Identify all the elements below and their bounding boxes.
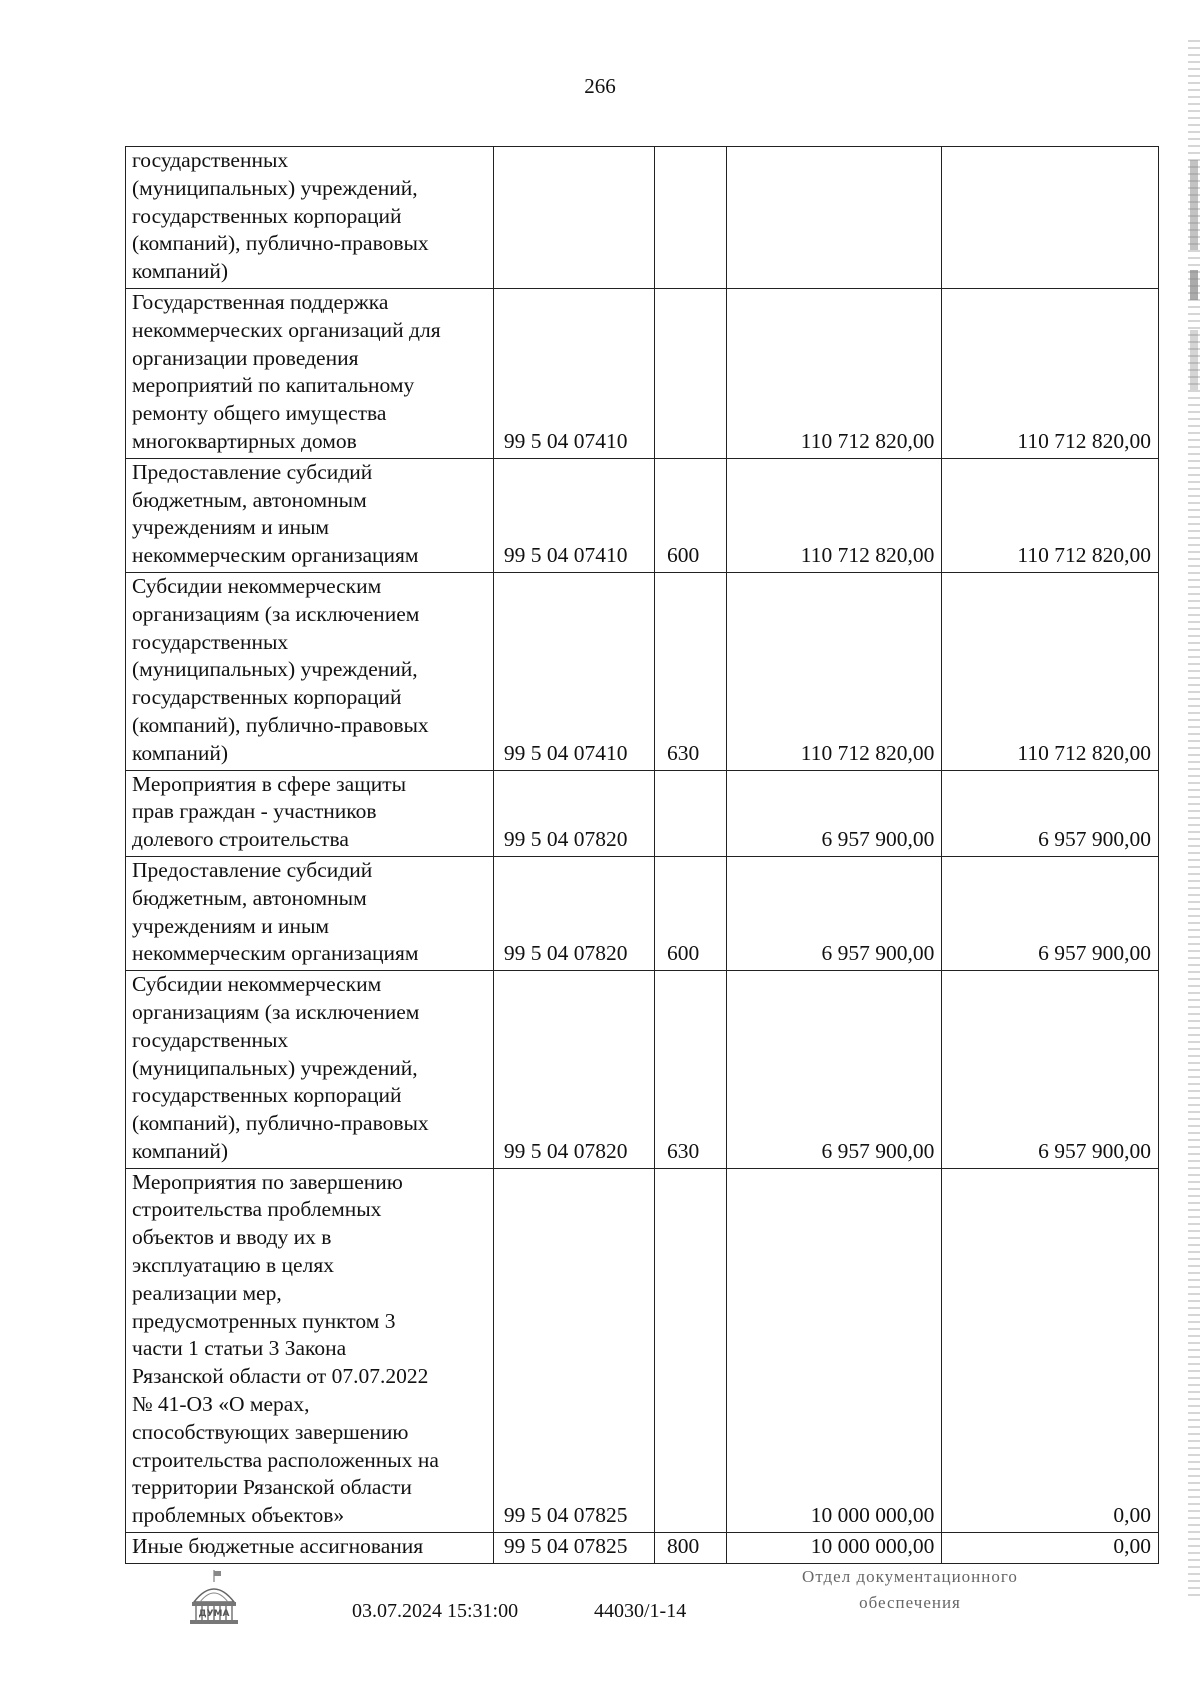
expense-type-code: 600	[655, 856, 727, 970]
amount-year-2	[942, 147, 1159, 289]
scan-edge-block	[1190, 330, 1198, 390]
amount-year-2: 0,00	[942, 1168, 1159, 1532]
expense-type-code	[655, 770, 727, 856]
duma-building-logo-icon	[186, 1568, 242, 1632]
expense-type-code: 800	[655, 1533, 727, 1564]
budget-table	[125, 146, 1159, 1564]
page-number: 266	[584, 74, 616, 98]
target-article-code: 99 5 04 07820	[493, 770, 654, 856]
budget-item-name: Предоставление субсидий бюджетным, автономным учреждениям и иным некоммерческим организациям	[126, 856, 494, 970]
amount-year-2: 6 957 900,00	[942, 971, 1159, 1169]
amount-year-1: 10 000 000,00	[726, 1533, 942, 1564]
target-article-code: 99 5 04 07410	[493, 458, 654, 572]
expense-type-code	[655, 147, 727, 289]
expense-type-code: 630	[655, 971, 727, 1169]
scan-edge-block	[1190, 160, 1198, 250]
budget-item-name: Субсидии некоммерческим организациям (за исключением государственных (муниципальных) учреждений, государственных корпораций (компаний), публично-правовых компаний)	[126, 572, 494, 770]
amount-year-1: 6 957 900,00	[726, 856, 942, 970]
target-article-code: 99 5 04 07410	[493, 288, 654, 458]
footer-date: 03.07.2024 15:31:00	[352, 1600, 519, 1622]
amount-year-2: 110 712 820,00	[942, 572, 1159, 770]
budget-item-name: государственных (муниципальных) учреждений, государственных корпораций (компаний), публично-правовых компаний)	[126, 147, 494, 289]
table-row	[126, 147, 1159, 289]
table-row	[126, 458, 1159, 572]
budget-item-name: Иные бюджетные ассигнования	[126, 1533, 494, 1564]
amount-year-2: 6 957 900,00	[942, 770, 1159, 856]
amount-year-1: 6 957 900,00	[726, 770, 942, 856]
budget-item-name: Государственная поддержка некоммерческих организаций для организации проведения мероприятий по капитальному ремонту общего имущества многоквартирных домов	[126, 288, 494, 458]
budget-item-name: Предоставление субсидий бюджетным, автономным учреждениям и иным некоммерческим организациям	[126, 458, 494, 572]
stamp-line-1: Отдел документационного	[802, 1567, 1018, 1586]
budget-item-name: Мероприятия по завершению строительства проблемных объектов и вводу их в эксплуатацию в целях реализации мер, предусмотренных пунктом 3 части 1 статьи 3 Закона Рязанской области от 07.07.2022 № 41-ОЗ «О мерах, способствующих завершению строительства расположенных на территории Рязанской области проблемных объектов»	[126, 1168, 494, 1532]
footer-doc-number: 44030/1-14	[594, 1600, 687, 1622]
amount-year-1: 110 712 820,00	[726, 572, 942, 770]
scan-edge-block	[1190, 270, 1198, 300]
expense-type-code: 630	[655, 572, 727, 770]
stamp-line-2: обеспечения	[859, 1593, 961, 1612]
target-article-code: 99 5 04 07820	[493, 856, 654, 970]
expense-type-code	[655, 288, 727, 458]
amount-year-1	[726, 147, 942, 289]
target-article-code: 99 5 04 07410	[493, 572, 654, 770]
expense-type-code	[655, 1168, 727, 1532]
table-row	[126, 572, 1159, 770]
target-article-code	[493, 147, 654, 289]
department-stamp	[760, 1564, 1060, 1616]
amount-year-2: 110 712 820,00	[942, 288, 1159, 458]
table-row	[126, 1533, 1159, 1564]
amount-year-1: 110 712 820,00	[726, 458, 942, 572]
amount-year-1: 6 957 900,00	[726, 971, 942, 1169]
amount-year-1: 10 000 000,00	[726, 1168, 942, 1532]
budget-item-name: Мероприятия в сфере защиты прав граждан - участников долевого строительства	[126, 770, 494, 856]
expense-type-code: 600	[655, 458, 727, 572]
budget-item-name: Субсидии некоммерческим организациям (за исключением государственных (муниципальных) учреждений, государственных корпораций (компаний), публично-правовых компаний)	[126, 971, 494, 1169]
svg-text:ДУМА: ДУМА	[198, 1609, 230, 1619]
table-row	[126, 288, 1159, 458]
amount-year-1: 110 712 820,00	[726, 288, 942, 458]
table-row	[126, 770, 1159, 856]
table-row	[126, 971, 1159, 1169]
target-article-code: 99 5 04 07825	[493, 1533, 654, 1564]
table-row	[126, 856, 1159, 970]
target-article-code: 99 5 04 07820	[493, 971, 654, 1169]
amount-year-2: 6 957 900,00	[942, 856, 1159, 970]
target-article-code: 99 5 04 07825	[493, 1168, 654, 1532]
amount-year-2: 0,00	[942, 1533, 1159, 1564]
table-row	[126, 1168, 1159, 1532]
amount-year-2: 110 712 820,00	[942, 458, 1159, 572]
